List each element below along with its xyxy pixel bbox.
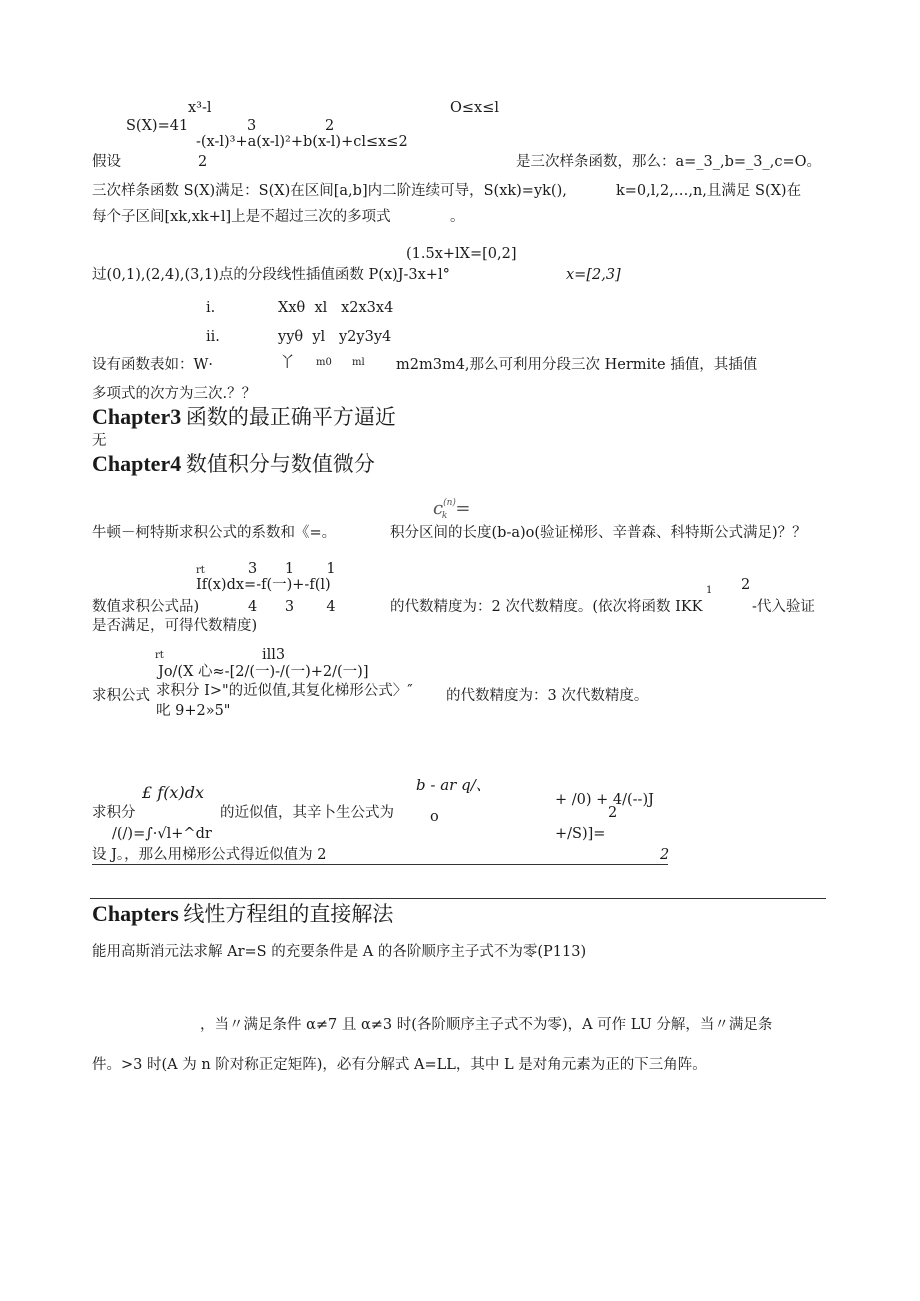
chapter4-heading <box>92 453 375 475</box>
simp-note: 是否满足，可得代数精度) <box>92 618 258 634</box>
integral-label: 求积分 <box>92 805 136 821</box>
cotes-symbol-sup: (n) <box>443 498 456 508</box>
integral-plus-term: + /0) + 4/(--)J <box>555 792 654 808</box>
gauss-label: 求积公式 <box>92 688 150 704</box>
gauss-precision: 的代数精度为：3 次代数精度。 <box>446 688 649 704</box>
chapter3-note: 无 <box>92 433 107 449</box>
integral-two: 2 <box>608 805 618 821</box>
simp-precision: 的代数精度为：2 次代数精度。(依次将函数 IKK <box>390 599 703 615</box>
gauss-low: 叱 9+2»5" <box>156 703 231 719</box>
cotes-length-text: 积分区间的长度(b-a)o(验证梯形、辛普森、科特斯公式满足)？？ <box>390 525 807 541</box>
spline-line3: -(x-l)³+a(x-l)²+b(x-l)+cl≤x≤2 <box>196 134 408 150</box>
integral-underline <box>92 864 668 865</box>
integral-o: o <box>430 809 439 825</box>
gauss-ill: ill3 <box>262 647 286 663</box>
gauss-integral-bound: rt <box>155 650 164 661</box>
chapter5-heading <box>92 903 393 925</box>
spline-assume: 假设 <box>92 154 121 170</box>
chapter4-prefix: Chapter4 <box>92 451 182 476</box>
piecewise-range: x=[2,3] <box>566 267 621 283</box>
simp-formula: If(x)dx=-f(一)+-f(l) <box>196 577 331 593</box>
hermite-y-glyph: 丫 <box>280 355 295 371</box>
piecewise-top: (1.5x+lX=[0,2] <box>406 246 517 262</box>
hermite-m1: ml <box>352 357 365 368</box>
chapter3-heading <box>92 406 396 428</box>
spline-line1-left: x³-l <box>188 100 212 116</box>
spline-denominator: 2 <box>198 154 208 170</box>
chapter3-prefix: Chapter3 <box>92 404 182 429</box>
piecewise-main: 过(0,1),(2,4),(3,1)点的分段线性插值函数 P(x)J-3x+l° <box>92 267 450 283</box>
simp-integral-bound: rt <box>196 565 205 576</box>
chapter3-title: 函数的最正确平方逼近 <box>185 405 396 429</box>
simp-two: 2 <box>741 577 751 593</box>
simp-numerators: 3 1 1 <box>248 561 336 577</box>
hermite-m0: m0 <box>316 357 332 368</box>
simp-left: 数值求积公式品) <box>92 599 200 615</box>
spline-def-line1b: k=0,l,2,…,n,且满足 S(X)在 <box>616 183 802 199</box>
spline-line2-s: S(X)=41 <box>126 118 189 134</box>
spline-def-period: 。 <box>450 209 465 225</box>
table-row2-label: ii. <box>206 329 220 345</box>
table-row2-values: yyθ yl y2y3y4 <box>278 329 392 345</box>
integral-fx: /(/)=∫·√l+^dr <box>112 826 212 842</box>
chapter5-title: 线性方程组的直接解法 <box>183 902 394 926</box>
linear-gauss-condition: 能用高斯消元法求解 Ar=S 的充要条件是 A 的各阶顺序主子式不为零(P113) <box>92 944 587 960</box>
table-row1-label: i. <box>206 300 216 316</box>
spline-line1-right: O≤x≤l <box>450 100 500 116</box>
cotes-symbol-c: c <box>433 498 444 519</box>
simp-verify: -代入验证 <box>752 599 815 615</box>
cotes-symbol-sub: k <box>441 511 448 521</box>
spline-line2-num2: 2 <box>325 118 335 134</box>
simp-denominators: 4 3 4 <box>248 599 336 615</box>
gauss-formula: Jo/(X 心≈-[2/(一)-/(一)+2/(一)] <box>158 664 369 680</box>
chapter4-title: 数值积分与数值微分 <box>185 452 375 476</box>
integral-approx: 的近似值，其辛卜生公式为 <box>220 805 394 821</box>
linear-cholesky: 件。>3 时(A 为 n 阶对称正定矩阵)，必有分解式 A=LL，其中 L 是对角元素为正的下三角阵。 <box>92 1057 707 1073</box>
cotes-symbol <box>433 498 476 521</box>
integral-trap-two: 2 <box>660 847 670 863</box>
integral-s-term: +/S)]= <box>555 826 606 842</box>
spline-line2-num3: 3 <box>247 118 257 134</box>
linear-lu-condition: ，当〃满足条件 α≠7 且 α≠3 时(各阶顺序主子式不为零)，A 可作 LU 分解，当〃满足条 <box>200 1017 773 1033</box>
hermite-prefix: 设有函数表如：W· <box>92 357 214 373</box>
spline-def-line2: 每个子区间[xk,xk+l]上是不超过三次的多项式 <box>92 209 391 225</box>
table-row1-values: Xxθ xl x2x3x4 <box>278 300 394 316</box>
spline-answer: 是三次样条函数，那么：a=_3_,b=_3_,c=O。 <box>516 154 822 170</box>
section-divider <box>90 898 826 899</box>
spline-def-line1: 三次样条函数 S(X)满足：S(X)在区间[a,b]内二阶连续可导，S(xk)=yk(), <box>92 183 567 199</box>
simp-one: 1 <box>706 585 713 596</box>
integral-expr: £ f(x)dx <box>142 783 204 802</box>
cotes-symbol-eq: = <box>455 498 471 519</box>
integral-trap: 设 J。，那么用梯形公式得近似值为 2 <box>92 847 327 863</box>
cotes-sum-text: 牛顿－柯特斯求积公式的系数和《=。 <box>92 525 337 541</box>
hermite-text: m2m3m4,那么可利用分段三次 Hermite 插值，其插值 <box>396 357 758 373</box>
chapter5-prefix: Chapters <box>92 901 179 926</box>
hermite-degree: 多项式的次方为三次.？？ <box>92 386 257 402</box>
gauss-mid: 求积分 I>"的近似值,其复化梯形公式〉″ <box>156 683 413 699</box>
integral-b-term: b - ar q/、 <box>416 776 491 794</box>
